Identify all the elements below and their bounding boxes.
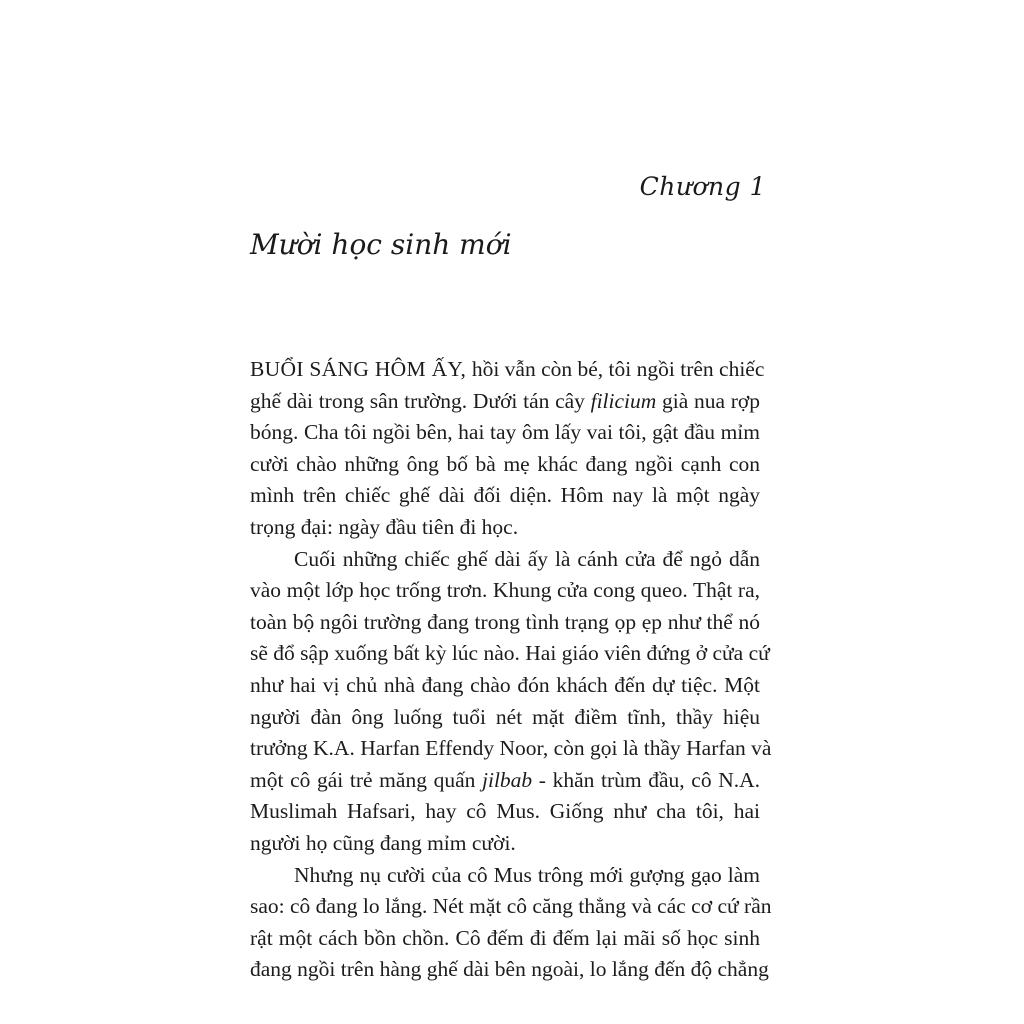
text-run: rật một cách bồn chồn. Cô đếm đi đếm lại mãi số học sinh: [250, 925, 760, 950]
text-line: [250, 417, 760, 449]
text-line: [250, 828, 760, 860]
text-line: [250, 765, 760, 797]
text-run: già nua rợp: [656, 388, 760, 413]
text-line: [250, 354, 765, 386]
text-run: một cô gái trẻ măng quấn: [250, 767, 482, 792]
body-text: [250, 354, 772, 986]
text-run: trưởng K.A. Harfan Effendy Noor, còn gọi là thầy Harfan và: [250, 736, 772, 761]
text-line: [250, 386, 760, 418]
text-run: người họ cũng đang mỉm cười.: [250, 830, 516, 855]
italic-term: jilbab: [482, 767, 533, 792]
text-run: bóng. Cha tôi ngồi bên, hai tay ôm lấy vai tôi, gật đầu mỉm: [250, 420, 760, 445]
text-line: [250, 733, 772, 765]
text-run: như hai vị chủ nhà đang chào đón khách đến dự tiệc. Một: [250, 672, 760, 697]
paragraph: [250, 860, 772, 986]
text-run: - khăn trùm đầu, cô N.A.: [532, 767, 760, 792]
paragraph: [250, 354, 765, 544]
text-line: [250, 796, 760, 828]
text-run: sao: cô đang lo lắng. Nét mặt cô căng thẳng và các cơ cứ rần: [250, 894, 772, 919]
text-run: Nhưng nụ cười của cô Mus trông mới gượng gạo làm: [294, 862, 760, 887]
text-line: [250, 449, 760, 481]
paragraph: [250, 544, 772, 860]
chapter-number: Chương 1: [639, 172, 766, 201]
text-run: hồi vẫn còn bé, tôi ngồi trên chiếc: [471, 357, 765, 381]
text-line: [250, 954, 769, 986]
text-run: Cuối những chiếc ghế dài ấy là cánh cửa để ngỏ dẫn: [294, 546, 760, 571]
text-run: trọng đại: ngày đầu tiên đi học.: [250, 514, 519, 539]
text-line: [250, 607, 760, 639]
italic-term: filicium: [590, 388, 657, 413]
text-line: [250, 638, 770, 670]
text-run: ghế dài trong sân trường. Dưới tán cây: [250, 388, 591, 413]
text-run: mình trên chiếc ghế dài đối diện. Hôm nay là một ngày: [250, 483, 760, 508]
text-line: [250, 575, 760, 607]
text-run: vào một lớp học trống trơn. Khung cửa cong queo. Thật ra,: [250, 578, 760, 603]
text-run: người đàn ông luống tuổi nét mặt điềm tĩnh, thầy hiệu: [250, 704, 760, 729]
text-line: [250, 512, 760, 544]
chapter-title: Mười học sinh mới: [250, 228, 512, 261]
text-run: sẽ đổ sập xuống bất kỳ lúc nào. Hai giáo viên đứng ở cửa cứ: [250, 641, 770, 666]
text-run: toàn bộ ngôi trường đang trong tình trạng ọp ẹp như thể nó: [250, 609, 760, 634]
text-line: [250, 860, 760, 892]
text-line: [250, 544, 760, 576]
text-line: [250, 702, 760, 734]
text-run: cười chào những ông bố bà mẹ khác đang ngồi cạnh con: [250, 451, 760, 476]
small-caps-opening: BUỔI SÁNG HÔM ẤY,: [250, 357, 472, 381]
text-line: [250, 480, 760, 512]
text-line: [250, 891, 772, 923]
text-run: Muslimah Hafsari, hay cô Mus. Giống như cha tôi, hai: [250, 799, 760, 824]
text-line: [250, 670, 760, 702]
text-line: [250, 923, 760, 955]
text-run: đang ngồi trên hàng ghế dài bên ngoài, lo lắng đến độ chẳng: [250, 957, 769, 982]
